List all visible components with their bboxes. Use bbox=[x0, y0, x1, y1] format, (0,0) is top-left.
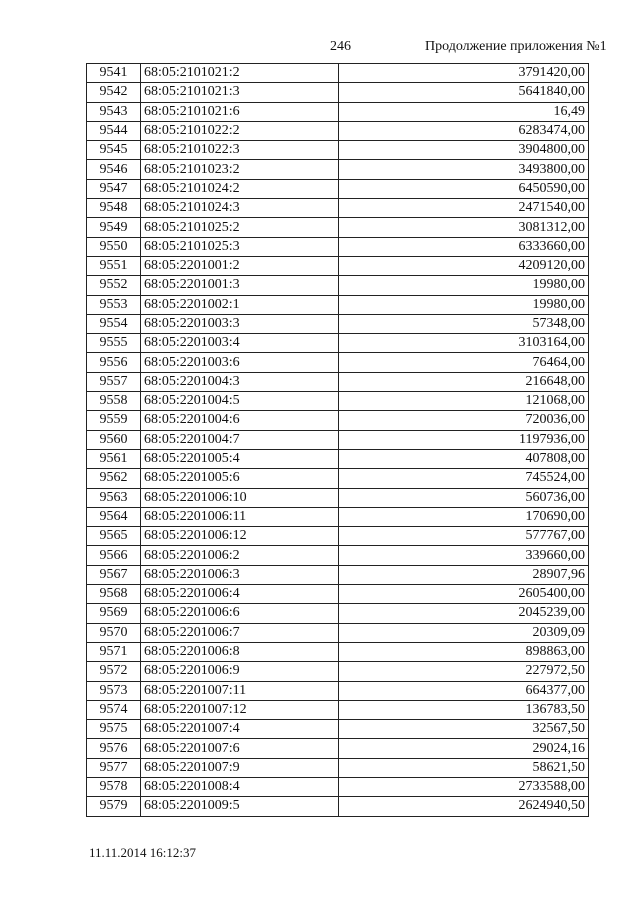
cadastral-value: 3493800,00 bbox=[339, 160, 589, 179]
cadastral-value: 20309,09 bbox=[339, 623, 589, 642]
table-row bbox=[87, 411, 589, 430]
row-number: 9564 bbox=[87, 507, 141, 526]
row-number: 9577 bbox=[87, 758, 141, 777]
table-row bbox=[87, 314, 589, 333]
cadastral-number: 68:05:2101021:2 bbox=[141, 64, 339, 83]
page-number: 246 bbox=[330, 39, 351, 54]
cadastral-number: 68:05:2201006:6 bbox=[141, 604, 339, 623]
table-row bbox=[87, 565, 589, 584]
cadastral-value: 560736,00 bbox=[339, 488, 589, 507]
table-row bbox=[87, 199, 589, 218]
cadastral-value: 339660,00 bbox=[339, 546, 589, 565]
cadastral-number: 68:05:2201001:2 bbox=[141, 256, 339, 275]
cadastral-number: 68:05:2201007:4 bbox=[141, 720, 339, 739]
cadastral-value: 2045239,00 bbox=[339, 604, 589, 623]
table-row bbox=[87, 295, 589, 314]
cadastral-value: 57348,00 bbox=[339, 314, 589, 333]
table-row bbox=[87, 720, 589, 739]
cadastral-number: 68:05:2201002:1 bbox=[141, 295, 339, 314]
print-timestamp: 11.11.2014 16:12:37 bbox=[89, 845, 197, 860]
appendix-label: Продолжение приложения №1 bbox=[425, 39, 607, 54]
cadastral-value: 407808,00 bbox=[339, 449, 589, 468]
table-row bbox=[87, 797, 589, 816]
table-row bbox=[87, 64, 589, 83]
row-number: 9572 bbox=[87, 662, 141, 681]
cadastral-value: 227972,50 bbox=[339, 662, 589, 681]
table-row bbox=[87, 392, 589, 411]
cadastral-number: 68:05:2201006:3 bbox=[141, 565, 339, 584]
cadastral-value: 6333660,00 bbox=[339, 237, 589, 256]
row-number: 9547 bbox=[87, 179, 141, 198]
cadastral-number: 68:05:2101025:2 bbox=[141, 218, 339, 237]
cadastral-table bbox=[86, 63, 589, 817]
cadastral-number: 68:05:2201006:10 bbox=[141, 488, 339, 507]
cadastral-value: 898863,00 bbox=[339, 642, 589, 661]
table-row bbox=[87, 700, 589, 719]
table-row bbox=[87, 102, 589, 121]
cadastral-value: 216648,00 bbox=[339, 372, 589, 391]
table-row bbox=[87, 141, 589, 160]
row-number: 9556 bbox=[87, 353, 141, 372]
cadastral-number: 68:05:2201003:4 bbox=[141, 334, 339, 353]
row-number: 9542 bbox=[87, 83, 141, 102]
row-number: 9554 bbox=[87, 314, 141, 333]
cadastral-value: 2605400,00 bbox=[339, 585, 589, 604]
cadastral-value: 2733588,00 bbox=[339, 777, 589, 796]
table-row bbox=[87, 507, 589, 526]
table-row bbox=[87, 372, 589, 391]
cadastral-value: 577767,00 bbox=[339, 527, 589, 546]
table-row bbox=[87, 121, 589, 140]
cadastral-number: 68:05:2101025:3 bbox=[141, 237, 339, 256]
cadastral-number: 68:05:2201004:6 bbox=[141, 411, 339, 430]
table-row bbox=[87, 179, 589, 198]
table-row bbox=[87, 160, 589, 179]
table-row bbox=[87, 623, 589, 642]
table-body bbox=[87, 64, 589, 817]
row-number: 9550 bbox=[87, 237, 141, 256]
row-number: 9545 bbox=[87, 141, 141, 160]
cadastral-number: 68:05:2101021:6 bbox=[141, 102, 339, 121]
table-row bbox=[87, 237, 589, 256]
cadastral-number: 68:05:2201006:2 bbox=[141, 546, 339, 565]
row-number: 9549 bbox=[87, 218, 141, 237]
table-row bbox=[87, 642, 589, 661]
row-number: 9560 bbox=[87, 430, 141, 449]
cadastral-value: 1197936,00 bbox=[339, 430, 589, 449]
cadastral-value: 32567,50 bbox=[339, 720, 589, 739]
row-number: 9541 bbox=[87, 64, 141, 83]
cadastral-value: 720036,00 bbox=[339, 411, 589, 430]
cadastral-value: 4209120,00 bbox=[339, 256, 589, 275]
row-number: 9557 bbox=[87, 372, 141, 391]
row-number: 9555 bbox=[87, 334, 141, 353]
row-number: 9579 bbox=[87, 797, 141, 816]
cadastral-number: 68:05:2201008:4 bbox=[141, 777, 339, 796]
cadastral-value: 136783,50 bbox=[339, 700, 589, 719]
table-row bbox=[87, 585, 589, 604]
row-number: 9576 bbox=[87, 739, 141, 758]
cadastral-number: 68:05:2201004:5 bbox=[141, 392, 339, 411]
table-row bbox=[87, 777, 589, 796]
table-row bbox=[87, 334, 589, 353]
cadastral-value: 170690,00 bbox=[339, 507, 589, 526]
cadastral-number: 68:05:2201004:3 bbox=[141, 372, 339, 391]
cadastral-number: 68:05:2201009:5 bbox=[141, 797, 339, 816]
cadastral-value: 664377,00 bbox=[339, 681, 589, 700]
cadastral-number: 68:05:2201006:9 bbox=[141, 662, 339, 681]
row-number: 9561 bbox=[87, 449, 141, 468]
cadastral-number: 68:05:2201004:7 bbox=[141, 430, 339, 449]
cadastral-number: 68:05:2201001:3 bbox=[141, 276, 339, 295]
cadastral-number: 68:05:2201006:12 bbox=[141, 527, 339, 546]
cadastral-number: 68:05:2201007:6 bbox=[141, 739, 339, 758]
cadastral-value: 5641840,00 bbox=[339, 83, 589, 102]
table-row bbox=[87, 758, 589, 777]
cadastral-number: 68:05:2101022:2 bbox=[141, 121, 339, 140]
row-number: 9575 bbox=[87, 720, 141, 739]
cadastral-value: 3791420,00 bbox=[339, 64, 589, 83]
row-number: 9562 bbox=[87, 469, 141, 488]
row-number: 9566 bbox=[87, 546, 141, 565]
row-number: 9569 bbox=[87, 604, 141, 623]
table-row bbox=[87, 276, 589, 295]
cadastral-number: 68:05:2101022:3 bbox=[141, 141, 339, 160]
table-row bbox=[87, 488, 589, 507]
table-row bbox=[87, 256, 589, 275]
cadastral-number: 68:05:2201003:3 bbox=[141, 314, 339, 333]
table-row bbox=[87, 681, 589, 700]
cadastral-value: 29024,16 bbox=[339, 739, 589, 758]
row-number: 9571 bbox=[87, 642, 141, 661]
cadastral-value: 16,49 bbox=[339, 102, 589, 121]
cadastral-number: 68:05:2201005:6 bbox=[141, 469, 339, 488]
page-header bbox=[0, 39, 640, 59]
row-number: 9573 bbox=[87, 681, 141, 700]
cadastral-value: 2471540,00 bbox=[339, 199, 589, 218]
table-row bbox=[87, 353, 589, 372]
row-number: 9551 bbox=[87, 256, 141, 275]
row-number: 9553 bbox=[87, 295, 141, 314]
cadastral-number: 68:05:2201007:12 bbox=[141, 700, 339, 719]
cadastral-number: 68:05:2101024:3 bbox=[141, 199, 339, 218]
table-row bbox=[87, 546, 589, 565]
table-row bbox=[87, 83, 589, 102]
table-row bbox=[87, 662, 589, 681]
cadastral-number: 68:05:2201007:9 bbox=[141, 758, 339, 777]
cadastral-number: 68:05:2201006:7 bbox=[141, 623, 339, 642]
row-number: 9567 bbox=[87, 565, 141, 584]
cadastral-value: 2624940,50 bbox=[339, 797, 589, 816]
row-number: 9552 bbox=[87, 276, 141, 295]
row-number: 9543 bbox=[87, 102, 141, 121]
table-row bbox=[87, 739, 589, 758]
row-number: 9546 bbox=[87, 160, 141, 179]
cadastral-value: 121068,00 bbox=[339, 392, 589, 411]
cadastral-value: 3904800,00 bbox=[339, 141, 589, 160]
table-row bbox=[87, 218, 589, 237]
cadastral-value: 3081312,00 bbox=[339, 218, 589, 237]
cadastral-number: 68:05:2201003:6 bbox=[141, 353, 339, 372]
cadastral-value: 745524,00 bbox=[339, 469, 589, 488]
table-row bbox=[87, 469, 589, 488]
cadastral-number: 68:05:2201006:11 bbox=[141, 507, 339, 526]
cadastral-number: 68:05:2201007:11 bbox=[141, 681, 339, 700]
cadastral-value: 76464,00 bbox=[339, 353, 589, 372]
cadastral-value: 6450590,00 bbox=[339, 179, 589, 198]
row-number: 9559 bbox=[87, 411, 141, 430]
row-number: 9563 bbox=[87, 488, 141, 507]
cadastral-value: 3103164,00 bbox=[339, 334, 589, 353]
table-row bbox=[87, 430, 589, 449]
row-number: 9574 bbox=[87, 700, 141, 719]
row-number: 9568 bbox=[87, 585, 141, 604]
cadastral-number: 68:05:2101021:3 bbox=[141, 83, 339, 102]
table-row bbox=[87, 527, 589, 546]
cadastral-number: 68:05:2201006:4 bbox=[141, 585, 339, 604]
row-number: 9565 bbox=[87, 527, 141, 546]
table-row bbox=[87, 604, 589, 623]
row-number: 9558 bbox=[87, 392, 141, 411]
cadastral-value: 19980,00 bbox=[339, 295, 589, 314]
row-number: 9548 bbox=[87, 199, 141, 218]
cadastral-value: 19980,00 bbox=[339, 276, 589, 295]
row-number: 9544 bbox=[87, 121, 141, 140]
cadastral-number: 68:05:2101024:2 bbox=[141, 179, 339, 198]
row-number: 9570 bbox=[87, 623, 141, 642]
table-row bbox=[87, 449, 589, 468]
row-number: 9578 bbox=[87, 777, 141, 796]
cadastral-number: 68:05:2101023:2 bbox=[141, 160, 339, 179]
cadastral-value: 6283474,00 bbox=[339, 121, 589, 140]
cadastral-number: 68:05:2201006:8 bbox=[141, 642, 339, 661]
cadastral-number: 68:05:2201005:4 bbox=[141, 449, 339, 468]
cadastral-value: 28907,96 bbox=[339, 565, 589, 584]
cadastral-value: 58621,50 bbox=[339, 758, 589, 777]
